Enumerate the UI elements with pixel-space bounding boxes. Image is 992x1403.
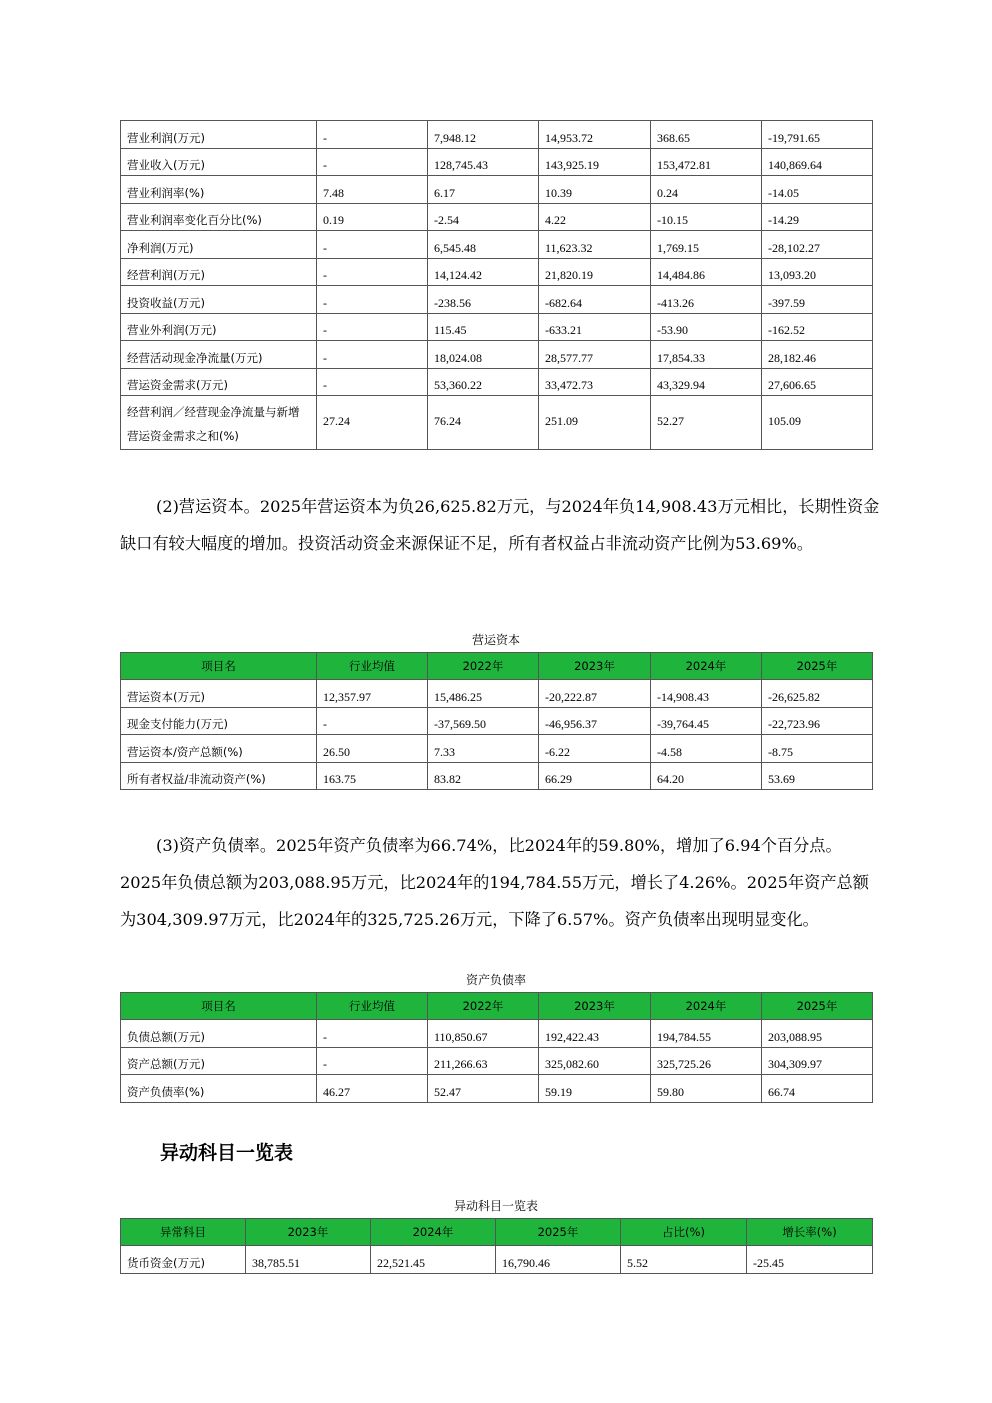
table-cell: -8.75 [762,735,873,763]
column-header: 占比(%) [621,1219,747,1246]
column-header: 项目名 [121,653,317,680]
debt-ratio-paragraph: (3)资产负债率。2025年资产负债率为66.74%，比2024年的59.80%，增加了6.94个百分点。2025年负债总额为203,088.95万元，比2024年的194,784.55万元，增长了4.26%。2025年资产总额为304,309.97万元，比2024年的325,725.26万元，下降了6.57%。资产负债率出现明显变化。 [120,836,869,929]
table-cell: 27,606.65 [762,368,873,396]
debt-ratio-table [120,992,873,1103]
table-cell: - [317,121,428,149]
table-cell: 140,869.64 [762,148,873,176]
table-cell: 143,925.19 [539,148,651,176]
table-cell: 22,521.45 [371,1246,496,1274]
header-row [121,653,873,680]
working-capital-table [120,652,873,790]
table-row [121,258,873,286]
row-label: 营运资金需求(万元) [121,368,317,396]
table-cell: -14.05 [762,176,873,204]
column-header: 项目名 [121,993,317,1020]
table-body [121,1246,873,1274]
table-cell: 7,948.12 [428,121,539,149]
table-cell: 16,790.46 [496,1246,621,1274]
table-cell: 21,820.19 [539,258,651,286]
table-row [121,368,873,396]
table-cell: 27.24 [317,396,428,450]
table-body [121,121,873,450]
table-cell: -25.45 [747,1246,873,1274]
table-cell: 52.47 [428,1075,539,1103]
table-row [121,203,873,231]
column-header: 2025年 [762,653,873,680]
row-label: 营运资本/资产总额(%) [121,735,317,763]
anomaly-table [120,1218,873,1274]
table-cell: - [317,341,428,369]
row-label: 营业利润率变化百分比(%) [121,203,317,231]
column-header: 增长率(%) [747,1219,873,1246]
column-header: 2023年 [539,993,651,1020]
column-header: 异常科目 [121,1219,246,1246]
table-cell: 18,024.08 [428,341,539,369]
table-cell: 6.17 [428,176,539,204]
column-header: 2024年 [651,993,762,1020]
table-cell: 66.74 [762,1075,873,1103]
header-row [121,1219,873,1246]
table-cell: 128,745.43 [428,148,539,176]
table-cell: 76.24 [428,396,539,450]
table-cell: 64.20 [651,762,762,790]
table-cell: 163.75 [317,762,428,790]
table-row [121,176,873,204]
row-label: 营业利润(万元) [121,121,317,149]
debt-ratio-caption: 资产负债率 [465,973,526,987]
table-cell: 192,422.43 [539,1020,651,1048]
table-cell: - [317,313,428,341]
table-cell: 153,472.81 [651,148,762,176]
table-row [121,1047,873,1075]
table-header [121,1219,873,1246]
table-cell: -22,723.96 [762,707,873,735]
table-cell: 368.65 [651,121,762,149]
table-cell: -413.26 [651,286,762,314]
table-cell: 46.27 [317,1075,428,1103]
table-cell: - [317,1020,428,1048]
table-row [121,707,873,735]
table-cell: -238.56 [428,286,539,314]
row-label: 货币资金(万元) [121,1246,246,1274]
table-cell: 66.29 [539,762,651,790]
table-cell: 5.52 [621,1246,747,1274]
table-cell: -14,908.43 [651,680,762,708]
column-header: 2025年 [762,993,873,1020]
table-cell: -162.52 [762,313,873,341]
table-cell: -28,102.27 [762,231,873,259]
table-cell: 11,623.32 [539,231,651,259]
table-row [121,313,873,341]
table-cell: -37,569.50 [428,707,539,735]
table-cell: 0.24 [651,176,762,204]
profit-metrics-table [120,120,873,450]
table-cell: 12,357.97 [317,680,428,708]
table-cell: 26.50 [317,735,428,763]
table-row [121,341,873,369]
row-label: 净利润(万元) [121,231,317,259]
table-cell: - [317,707,428,735]
table-cell: 203,088.95 [762,1020,873,1048]
table-cell: - [317,368,428,396]
table-cell: -10.15 [651,203,762,231]
column-header: 2024年 [651,653,762,680]
table-row [121,396,873,450]
table-cell: 15,486.25 [428,680,539,708]
table-cell: - [317,1047,428,1075]
table-header [121,653,873,680]
table-cell: 52.27 [651,396,762,450]
column-header: 2023年 [539,653,651,680]
table-cell: 4.22 [539,203,651,231]
table-cell: 14,484.86 [651,258,762,286]
row-label: 负债总额(万元) [121,1020,317,1048]
table-row [121,286,873,314]
table-cell: - [317,258,428,286]
table-cell: 28,182.46 [762,341,873,369]
table-header [121,993,873,1020]
table-cell: -46,956.37 [539,707,651,735]
table-cell: -2.54 [428,203,539,231]
table-cell: 59.80 [651,1075,762,1103]
table-cell: 110,850.67 [428,1020,539,1048]
table-cell: 28,577.77 [539,341,651,369]
table-cell: 105.09 [762,396,873,450]
table-cell: 251.09 [539,396,651,450]
table-cell: 14,953.72 [539,121,651,149]
table-row [121,1246,873,1274]
table-cell: -20,222.87 [539,680,651,708]
table-row [121,735,873,763]
table-cell: 304,309.97 [762,1047,873,1075]
row-label: 营业外利润(万元) [121,313,317,341]
table-cell: -633.21 [539,313,651,341]
table-cell: 325,082.60 [539,1047,651,1075]
row-label: 经营利润／经营现金净流量与新增营运资金需求之和(%) [121,396,317,450]
table-cell: -53.90 [651,313,762,341]
table-cell: 6,545.48 [428,231,539,259]
row-label: 营运资本(万元) [121,680,317,708]
table-cell: 33,472.73 [539,368,651,396]
row-label: 资产负债率(%) [121,1075,317,1103]
table-cell: -14.29 [762,203,873,231]
table-cell: 17,854.33 [651,341,762,369]
column-header: 2025年 [496,1219,621,1246]
table-cell: 10.39 [539,176,651,204]
table-body [121,1020,873,1103]
anomaly-caption: 异动科目一览表 [453,1199,538,1213]
column-header: 2023年 [246,1219,371,1246]
table-body [121,680,873,790]
table-cell: 43,329.94 [651,368,762,396]
row-label: 营业收入(万元) [121,148,317,176]
column-header: 2022年 [428,653,539,680]
table-cell: 83.82 [428,762,539,790]
table-cell: -39,764.45 [651,707,762,735]
column-header: 行业均值 [317,993,428,1020]
table-row [121,762,873,790]
table-cell: 0.19 [317,203,428,231]
table-cell: 7.33 [428,735,539,763]
column-header: 2024年 [371,1219,496,1246]
table-cell: 13,093.20 [762,258,873,286]
row-label: 所有者权益/非流动资产(%) [121,762,317,790]
table-cell: 14,124.42 [428,258,539,286]
header-row [121,993,873,1020]
table-cell: -4.58 [651,735,762,763]
table-cell: 325,725.26 [651,1047,762,1075]
row-label: 现金支付能力(万元) [121,707,317,735]
table-cell: -19,791.65 [762,121,873,149]
table-cell: 115.45 [428,313,539,341]
table-cell: 194,784.55 [651,1020,762,1048]
working-capital-caption: 营运资本 [471,633,520,647]
table-cell: - [317,286,428,314]
table-cell: 7.48 [317,176,428,204]
table-cell: 53,360.22 [428,368,539,396]
table-cell: -682.64 [539,286,651,314]
table-row [121,1075,873,1103]
working-capital-paragraph: (2)营运资本。2025年营运资本为负26,625.82万元，与2024年负14,908.43万元相比，长期性资金缺口有较大幅度的增加。投资活动资金来源保证不足，所有者权益占非流动资产比例为53.69%。 [120,497,880,553]
table-cell: 211,266.63 [428,1047,539,1075]
section-heading: 异动科目一览表 [160,1142,294,1164]
column-header: 2022年 [428,993,539,1020]
table-cell: -6.22 [539,735,651,763]
table-cell: -26,625.82 [762,680,873,708]
row-label: 投资收益(万元) [121,286,317,314]
table-cell: 59.19 [539,1075,651,1103]
table-cell: -397.59 [762,286,873,314]
table-row [121,1020,873,1048]
table-cell: 1,769.15 [651,231,762,259]
table-cell: - [317,231,428,259]
table-cell: 38,785.51 [246,1246,371,1274]
column-header: 行业均值 [317,653,428,680]
table-row [121,231,873,259]
table-row [121,680,873,708]
row-label: 资产总额(万元) [121,1047,317,1075]
row-label: 营业利润率(%) [121,176,317,204]
table-cell: 53.69 [762,762,873,790]
table-cell: - [317,148,428,176]
table-row [121,148,873,176]
row-label: 经营利润(万元) [121,258,317,286]
table-row [121,121,873,149]
row-label: 经营活动现金净流量(万元) [121,341,317,369]
